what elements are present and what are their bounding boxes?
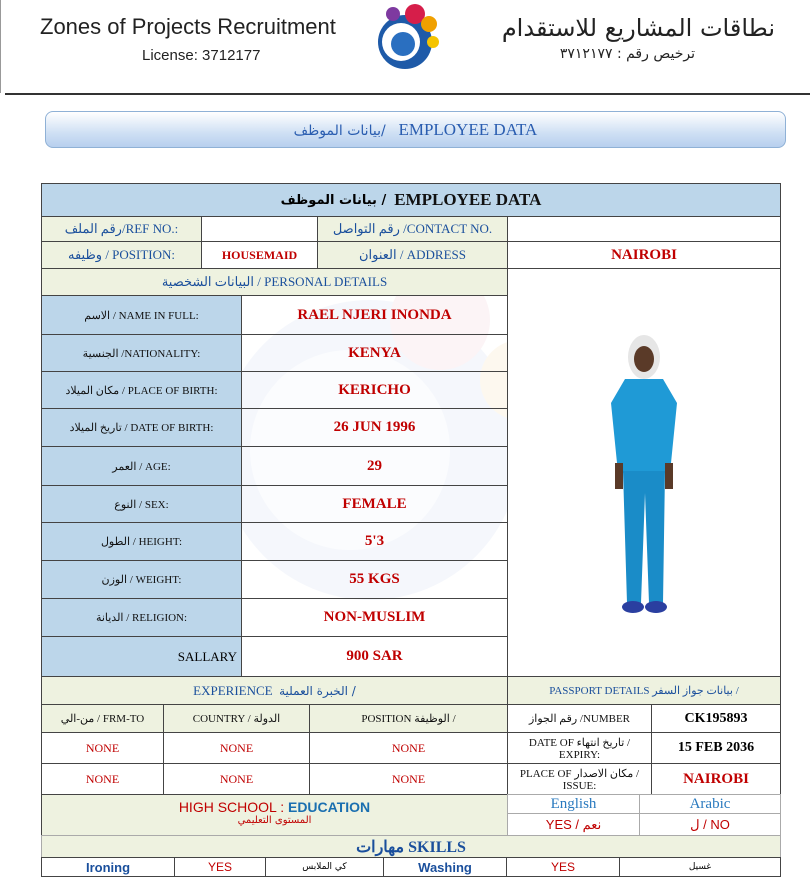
personal-row-label: الطول / HEIGHT: bbox=[41, 522, 242, 561]
license-en: License: 3712177 bbox=[142, 47, 261, 64]
personal-row-label: النوع / SEX: bbox=[41, 485, 242, 523]
banner-ar: بيانات الموظف/ bbox=[293, 123, 386, 139]
personal-row-value: NON-MUSLIM bbox=[241, 598, 508, 637]
personal-row-value: 5'3 bbox=[241, 522, 508, 561]
employee-data-banner bbox=[45, 111, 786, 148]
education-ar: المستوى التعليمي bbox=[237, 815, 312, 826]
personal-row-value: KENYA bbox=[241, 334, 508, 372]
lang-english-label: English bbox=[507, 794, 640, 814]
company-name-ar: نطاقات المشاريع للاستقدام bbox=[501, 14, 775, 42]
exp-row-2-position: NONE bbox=[309, 763, 508, 795]
personal-row-value: 29 bbox=[241, 446, 508, 486]
company-name-en: Zones of Projects Recruitment bbox=[40, 14, 336, 39]
exp-col-frm-to: من-الي / FRM-TO bbox=[41, 704, 164, 733]
exp-row-2-frm-to: NONE bbox=[41, 763, 164, 795]
skill-2-name: Washing bbox=[383, 857, 507, 877]
contact-no-value bbox=[507, 216, 781, 242]
company-logo bbox=[375, 2, 443, 74]
exp-row-1-position: NONE bbox=[309, 732, 508, 764]
position-label: وظيفه / POSITION: bbox=[41, 241, 202, 269]
address-value: NAIROBI bbox=[507, 241, 781, 269]
education-cell bbox=[41, 794, 508, 836]
header-divider bbox=[5, 93, 810, 95]
personal-row-label: مكان الميلاد / PLACE OF BIRTH: bbox=[41, 371, 242, 409]
passport-number-value: CK195893 bbox=[651, 704, 781, 733]
skill-1-ar: كي الملابس bbox=[265, 857, 384, 877]
experience-header-en: EXPERIENCE bbox=[193, 682, 273, 698]
exp-row-1-frm-to: NONE bbox=[41, 732, 164, 764]
contact-no-label: رقم التواصل /CONTACT NO. bbox=[317, 216, 508, 242]
ref-no-label: رقم الملف/REF NO.: bbox=[41, 216, 202, 242]
license-ar: ترخيص رقم : ٣٧١٢١٧٧ bbox=[559, 46, 695, 62]
personal-row-value: 900 SAR bbox=[241, 636, 508, 677]
personal-row-label: SALLARY bbox=[41, 636, 242, 677]
employee-photo bbox=[507, 268, 781, 677]
passport-issue-value: NAIROBI bbox=[651, 763, 781, 795]
employee-photo-figure bbox=[579, 323, 709, 623]
lang-arabic-value: ل / NO bbox=[639, 813, 781, 836]
skill-2-ar: غسيل bbox=[619, 857, 781, 877]
lang-english-value: YES / نعم bbox=[507, 813, 640, 836]
exp-row-2-country: NONE bbox=[163, 763, 310, 795]
position-value: HOUSEMAID bbox=[201, 241, 318, 269]
exp-col-country: COUNTRY / الدولة bbox=[163, 704, 310, 733]
table-title bbox=[41, 183, 781, 217]
lang-arabic-label: Arabic bbox=[639, 794, 781, 814]
experience-header bbox=[41, 676, 508, 705]
left-border bbox=[0, 0, 1, 93]
banner-en: EMPLOYEE DATA bbox=[398, 120, 538, 139]
personal-row-label: الوزن / WEIGHT: bbox=[41, 560, 242, 599]
personal-row-label: الديانة / RELIGION: bbox=[41, 598, 242, 637]
exp-row-1-country: NONE bbox=[163, 732, 310, 764]
personal-details-header: البيانات الشخصية / PERSONAL DETAILS bbox=[41, 268, 508, 296]
passport-issue-label: PLACE OF مكان الاصدار / ISSUE: bbox=[507, 763, 652, 795]
skills-title: مهارات SKILLS bbox=[41, 835, 781, 858]
personal-row-label: الجنسية /NATIONALITY: bbox=[41, 334, 242, 372]
skill-2-value: YES bbox=[506, 857, 620, 877]
education-label: HIGH SCHOOL : bbox=[178, 799, 285, 815]
personal-row-value: FEMALE bbox=[241, 485, 508, 523]
table-title-ar: بيانات الموظف / bbox=[280, 192, 387, 208]
personal-row-value: KERICHO bbox=[241, 371, 508, 409]
passport-expiry-label: DATE OF تاريخ انتهاء / EXPIRY: bbox=[507, 732, 652, 764]
table-title-en: EMPLOYEE DATA bbox=[394, 190, 542, 209]
personal-row-label: تاريخ الميلاد / DATE OF BIRTH: bbox=[41, 408, 242, 447]
exp-col-position: POSITION الوظيفة / bbox=[309, 704, 508, 733]
passport-number-label: رقم الجواز /NUMBER bbox=[507, 704, 652, 733]
personal-row-value: RAEL NJERI INONDA bbox=[241, 295, 508, 335]
address-label: العنوان / ADDRESS bbox=[317, 241, 508, 269]
skill-1-value: YES bbox=[174, 857, 266, 877]
personal-row-value: 26 JUN 1996 bbox=[241, 408, 508, 447]
ref-no-value bbox=[201, 216, 318, 242]
personal-row-label: الاسم / NAME IN FULL: bbox=[41, 295, 242, 335]
personal-row-value: 55 KGS bbox=[241, 560, 508, 599]
personal-row-label: العمر / AGE: bbox=[41, 446, 242, 486]
education-title: EDUCATION bbox=[287, 799, 371, 815]
passport-expiry-value: 15 FEB 2036 bbox=[651, 732, 781, 764]
passport-header: PASSPORT DETAILS بيانات جواز السفر / bbox=[507, 676, 781, 705]
skill-1-name: Ironing bbox=[41, 857, 175, 877]
experience-header-ar: الخبرة العملية / bbox=[279, 683, 356, 698]
